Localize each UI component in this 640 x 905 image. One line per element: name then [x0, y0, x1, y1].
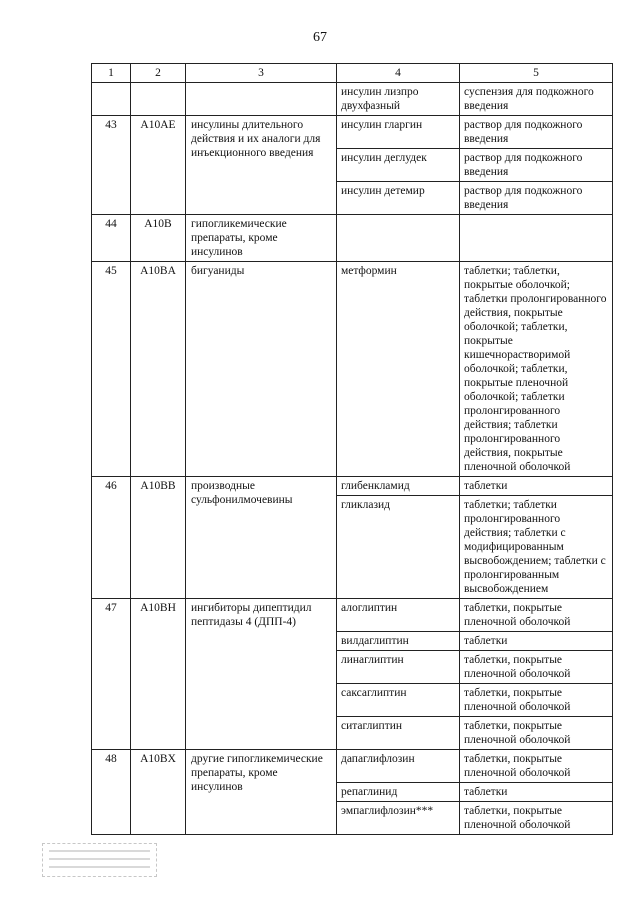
form-cell: раствор для подкожного введения: [460, 149, 613, 182]
table-row: [92, 116, 613, 149]
drug-cell: ситаглиптин: [337, 717, 460, 750]
group-cell: бигуаниды: [186, 262, 337, 477]
code-cell: [131, 83, 186, 116]
form-cell: таблетки: [460, 783, 613, 802]
drug-cell: инсулин детемир: [337, 182, 460, 215]
form-cell: таблетки, покрытые пленочной оболочкой: [460, 599, 613, 632]
drug-cell: репаглинид: [337, 783, 460, 802]
page-number: 67: [313, 30, 327, 45]
drug-table-body: [92, 64, 613, 835]
column-header: 5: [460, 64, 613, 83]
form-cell: таблетки, покрытые пленочной оболочкой: [460, 750, 613, 783]
table-row: [92, 599, 613, 632]
group-cell: [186, 83, 337, 116]
drug-cell: глибенкламид: [337, 477, 460, 496]
drug-cell: инсулин лизпро двухфазный: [337, 83, 460, 116]
drug-cell: алоглиптин: [337, 599, 460, 632]
num-cell: 43: [92, 116, 131, 215]
num-cell: 45: [92, 262, 131, 477]
column-header: 4: [337, 64, 460, 83]
group-cell: другие гипогликемические препараты, кроме инсулинов: [186, 750, 337, 835]
num-cell: 48: [92, 750, 131, 835]
form-cell: таблетки: [460, 632, 613, 651]
table-row: [92, 750, 613, 783]
table-header-row: [92, 64, 613, 83]
form-cell: таблетки, покрытые пленочной оболочкой: [460, 717, 613, 750]
group-cell: инсулины длительного действия и их аналоги для инъекционного введения: [186, 116, 337, 215]
table-row: [92, 215, 613, 262]
drug-cell: дапаглифлозин: [337, 750, 460, 783]
group-cell: ингибиторы дипептидил пептидазы 4 (ДПП-4): [186, 599, 337, 750]
code-cell: A10BB: [131, 477, 186, 599]
column-header: 1: [92, 64, 131, 83]
column-header: 2: [131, 64, 186, 83]
faded-stamp: [42, 843, 157, 877]
drug-table: [91, 63, 613, 835]
form-cell: таблетки, покрытые пленочной оболочкой: [460, 684, 613, 717]
form-cell: таблетки, покрытые пленочной оболочкой: [460, 802, 613, 835]
form-cell: таблетки: [460, 477, 613, 496]
drug-cell: метформин: [337, 262, 460, 477]
code-cell: A10BA: [131, 262, 186, 477]
group-cell: гипогликемические препараты, кроме инсулинов: [186, 215, 337, 262]
form-cell: таблетки; таблетки, покрытые оболочкой; таблетки пролонгированного действия, покрытые оболочкой; таблетки, покрытые кишечнорастворимой оболочкой; таблетки, покрытые пленочной оболочкой; таблетки пролонгированного действия; таблетки пролонгированного действия, покрытые пленочной оболочкой: [460, 262, 613, 477]
drug-cell: гликлазид: [337, 496, 460, 599]
form-cell: таблетки; таблетки пролонгированного действия; таблетки с модифицированным высвобождением; таблетки с пролонгированным высвобождением: [460, 496, 613, 599]
table-row-continuation: [92, 83, 613, 116]
num-cell: [92, 83, 131, 116]
table-row: [92, 262, 613, 477]
drug-cell: линаглиптин: [337, 651, 460, 684]
code-cell: A10AE: [131, 116, 186, 215]
drug-cell: инсулин деглудек: [337, 149, 460, 182]
form-cell: раствор для подкожного введения: [460, 182, 613, 215]
table-row: [92, 477, 613, 496]
drug-cell: саксаглиптин: [337, 684, 460, 717]
drug-cell: инсулин гларгин: [337, 116, 460, 149]
code-cell: A10BX: [131, 750, 186, 835]
code-cell: A10B: [131, 215, 186, 262]
group-cell: производные сульфонилмочевины: [186, 477, 337, 599]
column-header: 3: [186, 64, 337, 83]
num-cell: 47: [92, 599, 131, 750]
drug-cell: эмпаглифлозин***: [337, 802, 460, 835]
code-cell: A10BH: [131, 599, 186, 750]
num-cell: 44: [92, 215, 131, 262]
form-cell: суспензия для подкожного введения: [460, 83, 613, 116]
form-cell: [460, 215, 613, 262]
form-cell: раствор для подкожного введения: [460, 116, 613, 149]
drug-cell: вилдаглиптин: [337, 632, 460, 651]
form-cell: таблетки, покрытые пленочной оболочкой: [460, 651, 613, 684]
num-cell: 46: [92, 477, 131, 599]
drug-cell: [337, 215, 460, 262]
